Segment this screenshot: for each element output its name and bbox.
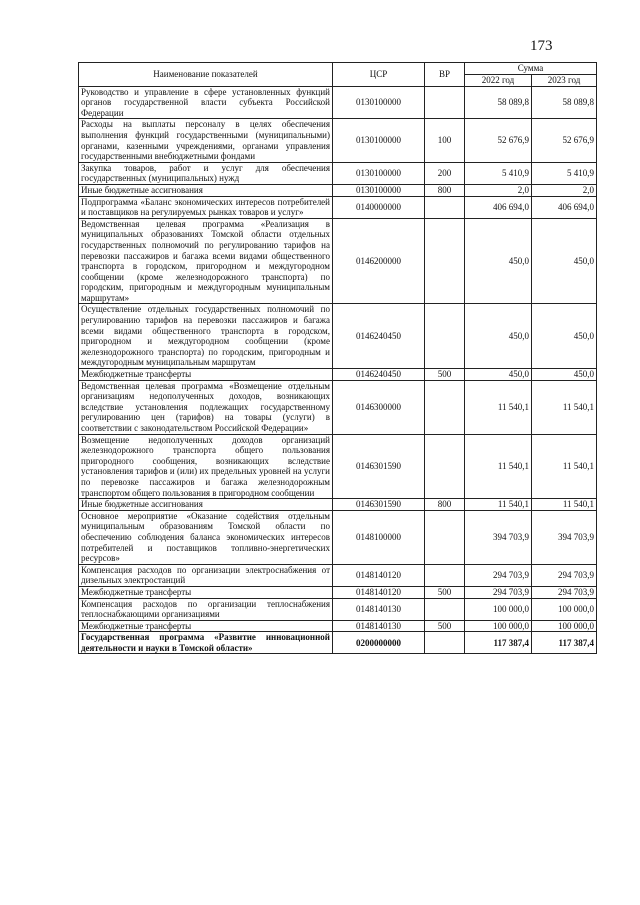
table-row	[79, 598, 597, 620]
row-name: Иные бюджетные ассигнования	[79, 184, 333, 196]
row-amount-2022: 117 387,4	[465, 632, 532, 654]
row-code: 0148140130	[333, 598, 425, 620]
row-amount-2023: 58 089,8	[532, 86, 597, 119]
row-amount-2023: 450,0	[532, 218, 597, 304]
row-code: 0146301590	[333, 434, 425, 499]
header-row	[79, 63, 597, 75]
table-row	[79, 119, 597, 162]
column-header-year-2023: 2023 год	[532, 74, 597, 86]
row-name: Иные бюджетные ассигнования	[79, 499, 333, 511]
row-code: 0148100000	[333, 510, 425, 564]
row-amount-2023: 294 703,9	[532, 586, 597, 598]
table-row	[79, 196, 597, 218]
row-amount-2022: 52 676,9	[465, 119, 532, 162]
table-row	[79, 218, 597, 304]
row-code: 0130100000	[333, 119, 425, 162]
row-vr	[425, 218, 465, 304]
row-amount-2022: 100 000,0	[465, 598, 532, 620]
table-row	[79, 304, 597, 369]
row-name: Ведомственная целевая программа «Реализация в муниципальных образованиях Томской области отдельных государственных полномочий по регулированию тарифов на перевозки пассажиров и багажа всеми видами общественного транспорта в городском, пригородном и междугородном сообщении (кроме железнодорожного транспорта) по городским, пригородным и междугородным муниципальным маршрутам»	[79, 218, 333, 304]
row-vr	[425, 434, 465, 499]
row-code: 0148140120	[333, 586, 425, 598]
row-vr	[425, 304, 465, 369]
table-row	[79, 380, 597, 434]
row-name: Государственная программа «Развитие инновационной деятельности и науки в Томской области»	[79, 632, 333, 654]
row-vr: 500	[425, 369, 465, 381]
table-row	[79, 86, 597, 119]
row-code: 0146240450	[333, 369, 425, 381]
budget-table	[78, 62, 597, 654]
row-vr: 800	[425, 499, 465, 511]
column-header-name: Наименование показателей	[79, 63, 333, 87]
row-amount-2023: 5 410,9	[532, 162, 597, 184]
row-amount-2023: 100 000,0	[532, 620, 597, 632]
row-vr	[425, 380, 465, 434]
row-amount-2022: 11 540,1	[465, 434, 532, 499]
table-row	[79, 564, 597, 586]
row-code: 0146300000	[333, 380, 425, 434]
row-amount-2022: 450,0	[465, 218, 532, 304]
row-amount-2023: 394 703,9	[532, 510, 597, 564]
row-amount-2023: 11 540,1	[532, 499, 597, 511]
table-row	[79, 434, 597, 499]
page-number: 173	[530, 38, 553, 54]
table-row	[79, 184, 597, 196]
column-header-vr: ВР	[425, 63, 465, 87]
row-amount-2023: 450,0	[532, 304, 597, 369]
row-name: Возмещение недополученных доходов организаций железнодорожного транспорта общего пользования пригородного сообщения, возникающих вследствие установления тарифов и (или) их предельных уровней на услуги по перевозке пассажиров и багажа железнодорожным транспортом общего пользования в пригородном сообщении	[79, 434, 333, 499]
row-code: 0146200000	[333, 218, 425, 304]
row-amount-2023: 100 000,0	[532, 598, 597, 620]
row-amount-2023: 52 676,9	[532, 119, 597, 162]
row-name: Осуществление отдельных государственных полномочий по регулированию тарифов на перевозки пассажиров и багажа всеми видами общественного транспорта в городском, пригородном и междугородном сообщении (кроме железнодорожного транспорта) по городским, пригородным и междугородным муниципальным маршрутам	[79, 304, 333, 369]
row-amount-2022: 294 703,9	[465, 564, 532, 586]
row-amount-2023: 11 540,1	[532, 434, 597, 499]
row-amount-2022: 5 410,9	[465, 162, 532, 184]
row-amount-2023: 294 703,9	[532, 564, 597, 586]
row-name: Компенсация расходов по организации электроснабжения от дизельных электростанций	[79, 564, 333, 586]
row-code: 0146240450	[333, 304, 425, 369]
table-row	[79, 162, 597, 184]
row-amount-2022: 394 703,9	[465, 510, 532, 564]
row-vr: 800	[425, 184, 465, 196]
row-amount-2022: 58 089,8	[465, 86, 532, 119]
row-code: 0146301590	[333, 499, 425, 511]
row-amount-2022: 2,0	[465, 184, 532, 196]
row-vr	[425, 598, 465, 620]
column-header-code: ЦСР	[333, 63, 425, 87]
column-header-sum: Сумма	[465, 63, 597, 75]
table-row	[79, 620, 597, 632]
row-amount-2022: 100 000,0	[465, 620, 532, 632]
row-vr	[425, 564, 465, 586]
row-amount-2023: 450,0	[532, 369, 597, 381]
table-row	[79, 369, 597, 381]
row-name: Расходы на выплаты персоналу в целях обеспечения выполнения функций государственными (муниципальными) органами, казенными учреждениями, органами управления государственными внебюджетными фондами	[79, 119, 333, 162]
row-code: 0130100000	[333, 184, 425, 196]
row-amount-2022: 11 540,1	[465, 380, 532, 434]
row-amount-2023: 117 387,4	[532, 632, 597, 654]
row-vr	[425, 510, 465, 564]
row-vr	[425, 86, 465, 119]
table-row	[79, 510, 597, 564]
table-row	[79, 586, 597, 598]
row-name: Основное мероприятие «Оказание содействия отдельным муниципальным образованиям Томской области по обеспечению соблюдения баланса экономических интересов потребителей и поставщиков топливно-энергетических ресурсов»	[79, 510, 333, 564]
row-amount-2022: 450,0	[465, 304, 532, 369]
row-name: Ведомственная целевая программа «Возмещение отдельным организациям недополученных доходов, возникающих вследствие установления подлежащих государственному регулированию цен (тарифов) на товары (услуги) в соответствии с законодательством Российской Федерации»	[79, 380, 333, 434]
row-code: 0140000000	[333, 196, 425, 218]
row-code: 0200000000	[333, 632, 425, 654]
row-code: 0130100000	[333, 86, 425, 119]
row-amount-2022: 450,0	[465, 369, 532, 381]
row-name: Межбюджетные трансферты	[79, 586, 333, 598]
row-name: Руководство и управление в сфере установленных функций органов государственной власти субъекта Российской Федерации	[79, 86, 333, 119]
row-vr	[425, 632, 465, 654]
row-vr: 100	[425, 119, 465, 162]
row-vr: 500	[425, 620, 465, 632]
row-name: Закупка товаров, работ и услуг для обеспечения государственных (муниципальных) нужд	[79, 162, 333, 184]
row-vr: 500	[425, 586, 465, 598]
row-amount-2023: 406 694,0	[532, 196, 597, 218]
row-name: Подпрограмма «Баланс экономических интересов потребителей и поставщиков на регулируемых рынках товаров и услуг»	[79, 196, 333, 218]
table-header	[79, 63, 597, 87]
row-code: 0148140130	[333, 620, 425, 632]
row-name: Межбюджетные трансферты	[79, 369, 333, 381]
row-amount-2023: 11 540,1	[532, 380, 597, 434]
row-code: 0130100000	[333, 162, 425, 184]
row-amount-2022: 11 540,1	[465, 499, 532, 511]
row-vr	[425, 196, 465, 218]
row-name: Межбюджетные трансферты	[79, 620, 333, 632]
column-header-year-2022: 2022 год	[465, 74, 532, 86]
row-amount-2022: 406 694,0	[465, 196, 532, 218]
row-amount-2022: 294 703,9	[465, 586, 532, 598]
table-body	[79, 86, 597, 654]
table-row	[79, 632, 597, 654]
row-vr: 200	[425, 162, 465, 184]
row-code: 0148140120	[333, 564, 425, 586]
row-amount-2023: 2,0	[532, 184, 597, 196]
row-name: Компенсация расходов по организации теплоснабжения теплоснабжающими организациями	[79, 598, 333, 620]
table-row	[79, 499, 597, 511]
